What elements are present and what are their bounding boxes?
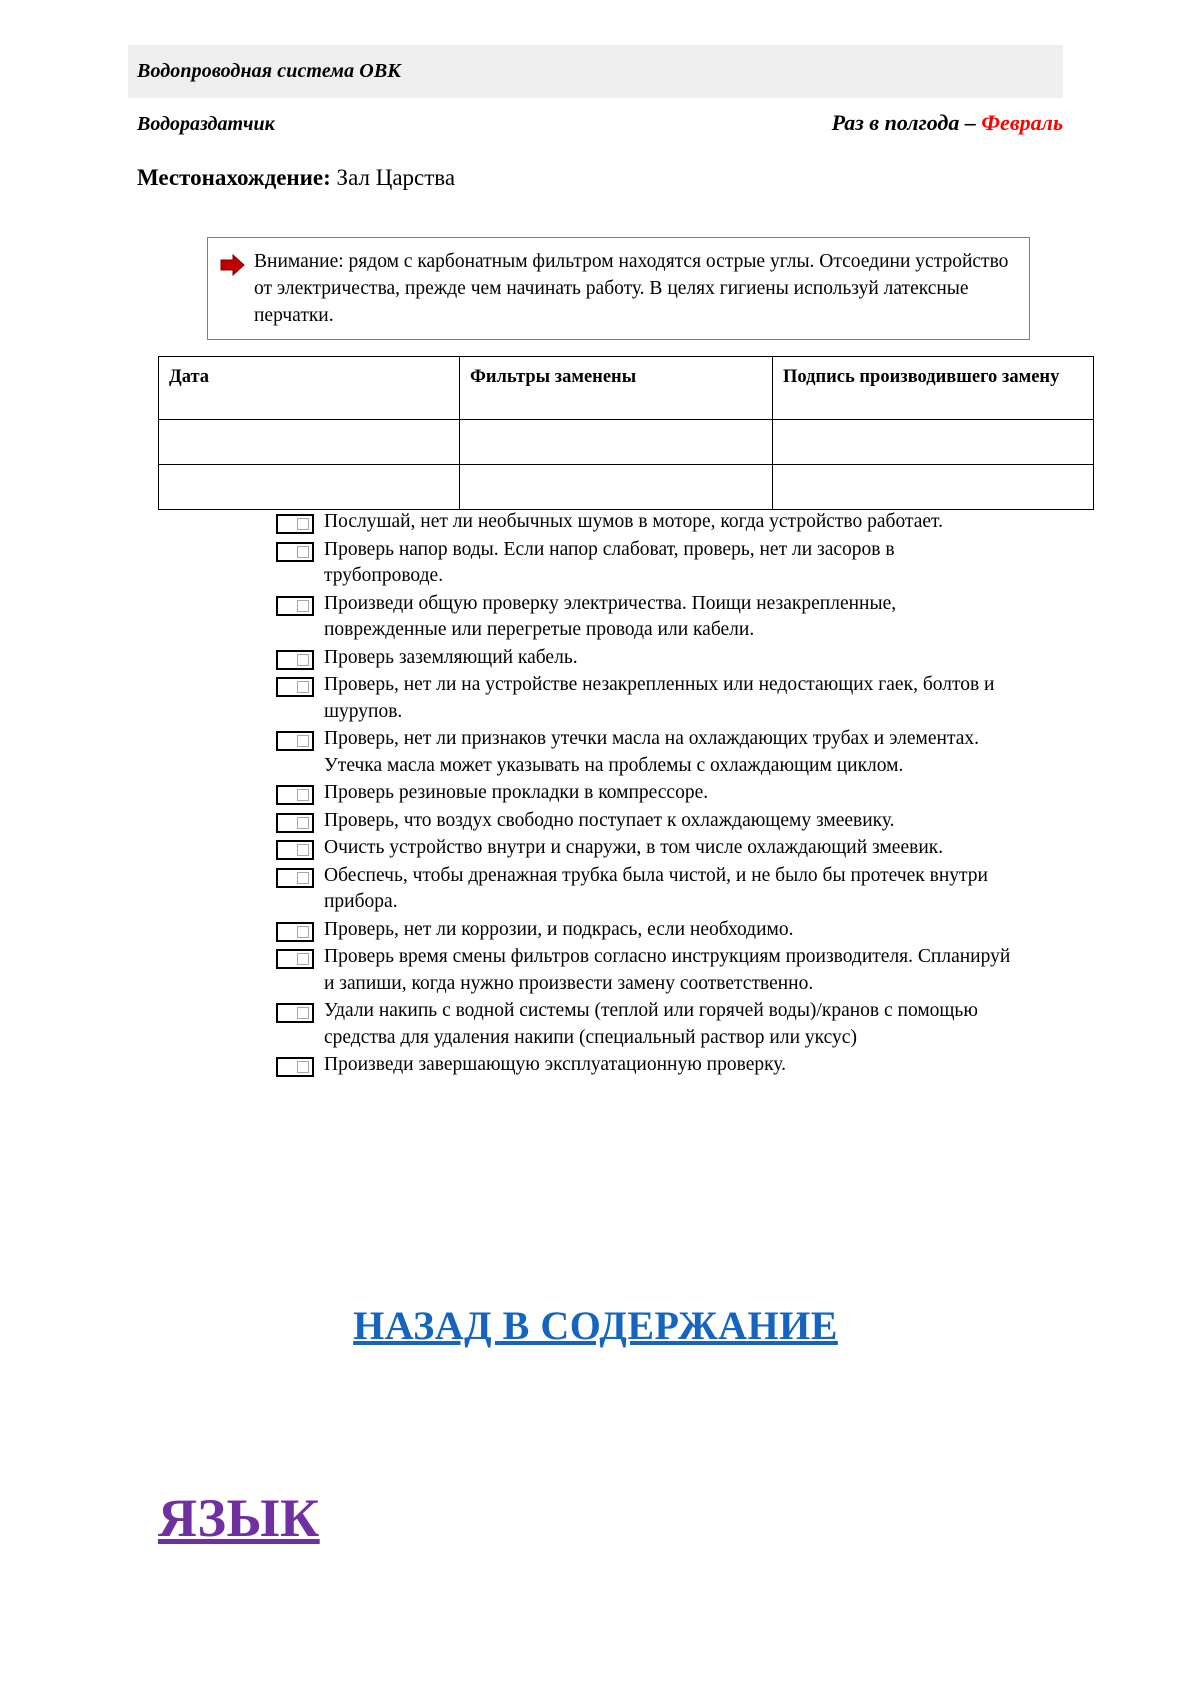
checkbox-icon[interactable]: [276, 677, 314, 697]
cell-signature[interactable]: [773, 465, 1094, 510]
list-item[interactable]: [276, 509, 1018, 536]
list-item-label: Удали накипь с водной системы (теплой или горячей воды)/кранов с помощью средства для удаления накипи (специальный раствор или уксус): [324, 1000, 978, 1048]
system-title: Водопроводная система ОВК: [137, 60, 401, 82]
checkbox-icon[interactable]: [276, 514, 314, 534]
list-item[interactable]: [276, 944, 1018, 997]
list-item[interactable]: [276, 863, 1018, 916]
list-item[interactable]: [276, 537, 1018, 590]
list-item[interactable]: [276, 835, 1018, 862]
location-value: Зал Царства: [336, 165, 456, 190]
list-item-label: Произведи общую проверку электричества. Поищи незакрепленные, поврежденные или перегретые провода или кабели.: [324, 592, 897, 640]
column-header-filters-replaced: Фильтры заменены: [460, 357, 773, 420]
checkbox-icon[interactable]: [276, 868, 314, 888]
list-item-label: Произведи завершающую эксплуатационную проверку.: [324, 1054, 786, 1075]
frequency-separator: –: [964, 110, 976, 135]
back-to-contents-container: [0, 1302, 1191, 1349]
equipment-header-row: [128, 110, 1063, 142]
list-item-label: Проверь резиновые прокладки в компрессоре.: [324, 782, 709, 803]
month-label: Февраль: [981, 110, 1063, 135]
table-header-row: [159, 357, 1094, 420]
system-header-band: [128, 45, 1063, 98]
list-item[interactable]: [276, 672, 1018, 725]
frequency-label: Раз в полгода: [831, 110, 960, 135]
list-item[interactable]: [276, 917, 1018, 944]
list-item-label: Проверь, нет ли признаков утечки масла на охлаждающих трубах и элементах. Утечка масла может указывать на проблемы с охлаждающим циклом.: [324, 728, 979, 776]
checkbox-icon[interactable]: [276, 650, 314, 670]
list-item[interactable]: [276, 1052, 1018, 1079]
list-item-label: Проверь заземляющий кабель.: [324, 646, 578, 668]
table-row[interactable]: [159, 465, 1094, 510]
equipment-name: Водораздатчик: [137, 113, 275, 135]
checkbox-icon[interactable]: [276, 813, 314, 833]
checkbox-icon[interactable]: [276, 1003, 314, 1023]
checkbox-icon[interactable]: [276, 949, 314, 969]
list-item[interactable]: [276, 591, 1018, 644]
location-label: Местонахождение:: [137, 165, 331, 190]
cell-signature[interactable]: [773, 420, 1094, 465]
list-item-label: Очисть устройство внутри и снаружи, в том числе охлаждающий змеевик.: [324, 837, 944, 858]
list-item[interactable]: [276, 808, 1018, 835]
location-line: [137, 165, 455, 191]
checkbox-icon[interactable]: [276, 922, 314, 942]
maintenance-checklist: [276, 509, 1018, 1080]
column-header-date: Дата: [159, 357, 460, 420]
cell-filters-replaced[interactable]: [460, 420, 773, 465]
cell-date[interactable]: [159, 465, 460, 510]
language-container: [158, 1487, 320, 1549]
list-item-label: Послушай, нет ли необычных шумов в моторе, когда устройство работает.: [324, 511, 943, 532]
column-header-signature: Подпись производившего замену: [773, 357, 1094, 420]
checkbox-icon[interactable]: [276, 596, 314, 616]
list-item-label: Проверь, нет ли на устройстве незакрепленных или недостающих гаек, болтов и шурупов.: [324, 674, 995, 722]
red-arrow-icon: [220, 254, 246, 276]
checkbox-icon[interactable]: [276, 542, 314, 562]
warning-box: [207, 237, 1030, 340]
language-link[interactable]: ЯЗЫК: [158, 1488, 320, 1548]
list-item-label: Проверь, что воздух свободно поступает к охлаждающему змеевику.: [324, 809, 895, 831]
checkbox-icon[interactable]: [276, 785, 314, 805]
list-item[interactable]: [276, 726, 1018, 779]
filter-change-log-table: [158, 356, 1094, 510]
checkbox-icon[interactable]: [276, 840, 314, 860]
list-item[interactable]: [276, 645, 1018, 672]
cell-filters-replaced[interactable]: [460, 465, 773, 510]
frequency-block: [832, 110, 1063, 136]
checkbox-icon[interactable]: [276, 731, 314, 751]
back-to-contents-link[interactable]: НАЗАД В СОДЕРЖАНИЕ: [353, 1303, 838, 1348]
cell-date[interactable]: [159, 420, 460, 465]
list-item[interactable]: [276, 998, 1018, 1051]
checkbox-icon[interactable]: [276, 1057, 314, 1077]
list-item-label: Проверь напор воды. Если напор слабоват, проверь, нет ли засоров в трубопроводе.: [324, 538, 895, 586]
table-row[interactable]: [159, 420, 1094, 465]
list-item-label: Проверь время смены фильтров согласно инструкциям производителя. Спланируй и запиши, когда нужно произвести замену соответственно.: [324, 946, 1011, 994]
list-item-label: Проверь, нет ли коррозии, и подкрась, если необходимо.: [324, 918, 794, 940]
warning-text: Внимание: рядом с карбонатным фильтром находятся острые углы. Отсоедини устройство от электричества, прежде чем начинать работу. В целях гигиены используй латексные перчатки.: [254, 251, 1009, 326]
list-item-label: Обеспечь, чтобы дренажная трубка была чистой, и не было бы протечек внутри прибора.: [324, 864, 988, 912]
list-item[interactable]: [276, 780, 1018, 807]
